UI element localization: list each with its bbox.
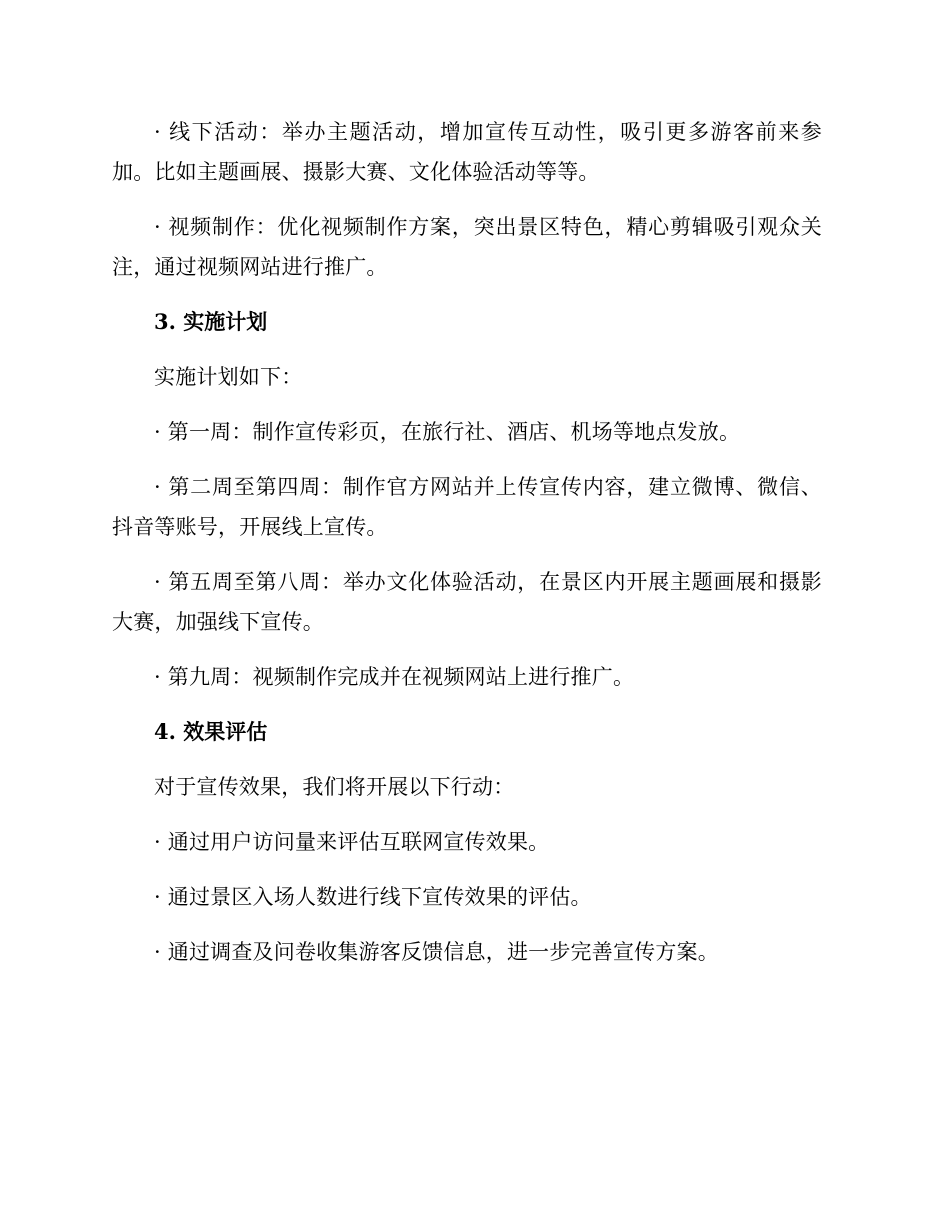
list-item-week-9: · 第九周：视频制作完成并在视频网站上进行推广。 [154,665,635,689]
list-item-week-2-4: · 第二周至第四周：制作官方网站并上传宣传内容，建立微博、微信、抖音等账号，开展线上宣传。 [112,475,822,539]
list-item-evaluation-offline: · 通过景区入场人数进行线下宣传效果的评估。 [154,885,592,909]
paragraph-offline-activities: · 线下活动：举办主题活动，增加宣传互动性，吸引更多游客前来参加。比如主题画展、摄影大赛、文化体验活动等等。 [112,120,822,184]
list-item-evaluation-online: · 通过用户访问量来评估互联网宣传效果。 [154,830,550,854]
section-heading-implementation-plan: 3. 实施计划 [154,309,268,334]
paragraph-video-production: · 视频制作：优化视频制作方案，突出景区特色，精心剪辑吸引观众关注，通过视频网站进行推广。 [112,215,822,279]
paragraph-plan-intro: 实施计划如下： [154,365,303,389]
list-item-evaluation-survey: · 通过调查及问卷收集游客反馈信息，进一步完善宣传方案。 [154,940,719,964]
section-heading-effect-evaluation: 4. 效果评估 [154,719,268,744]
list-item-week-1: · 第一周：制作宣传彩页，在旅行社、酒店、机场等地点发放。 [154,420,741,444]
paragraph-evaluation-intro: 对于宣传效果，我们将开展以下行动： [154,775,515,799]
list-item-week-5-8: · 第五周至第八周：举办文化体验活动，在景区内开展主题画展和摄影大赛，加强线下宣传。 [112,570,822,634]
